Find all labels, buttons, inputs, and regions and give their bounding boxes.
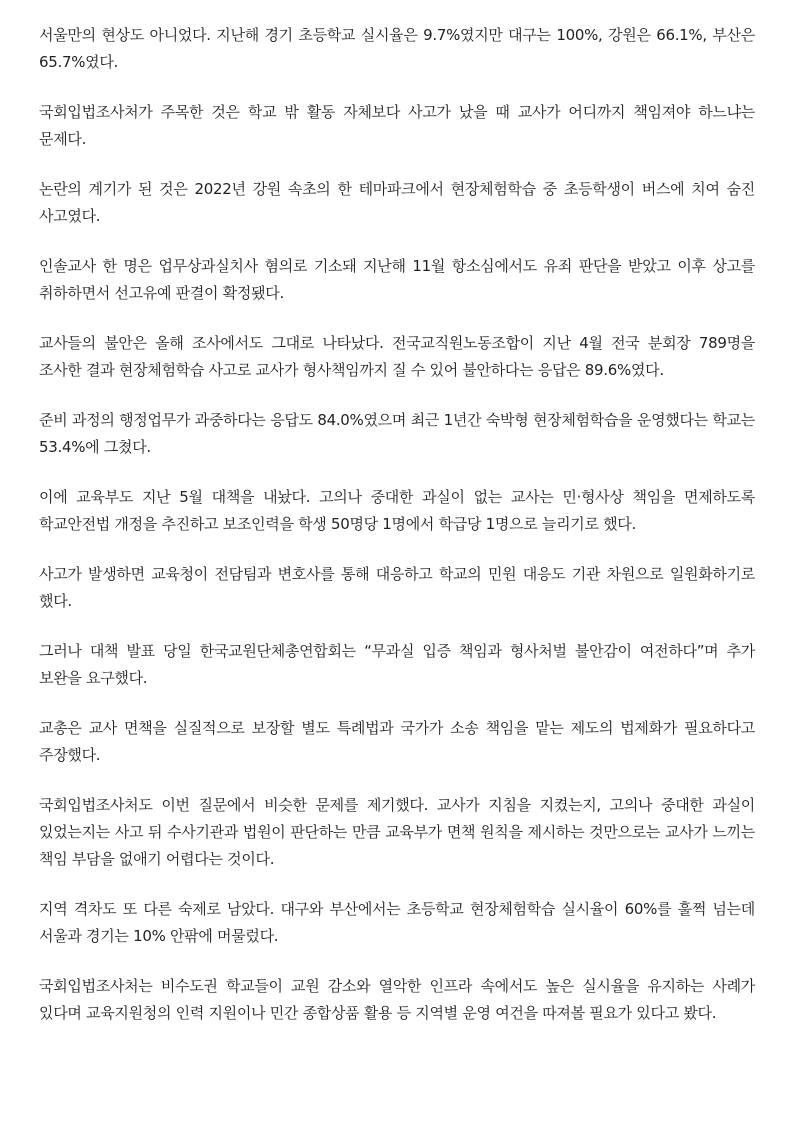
article-paragraph: 이에 교육부도 지난 5월 대책을 내놨다. 고의나 중대한 과실이 없는 교사는 민·형사상 책임을 면제하도록 학교안전법 개정을 추진하고 보조인력을 학생 50명당 1명에서 학급당 1명으로 늘리기로 했다. bbox=[39, 488, 755, 533]
article-paragraph: 국회입법조사처가 주목한 것은 학교 밖 활동 자체보다 사고가 났을 때 교사가 어디까지 책임져야 하느냐는 문제다. bbox=[39, 103, 755, 148]
article-paragraph: 서울만의 현상도 아니었다. 지난해 경기 초등학교 실시율은 9.7%였지만 대구는 100%, 강원은 66.1%, 부산은 65.7%였다. bbox=[39, 26, 755, 71]
article-paragraph: 인솔교사 한 명은 업무상과실치사 혐의로 기소돼 지난해 11월 항소심에서도 유죄 판단을 받았고 이후 상고를 취하하면서 선고유예 판결이 확정됐다. bbox=[39, 257, 755, 302]
article-paragraph: 교총은 교사 면책을 실질적으로 보장할 별도 특례법과 국가가 소송 책임을 맡는 제도의 법제화가 필요하다고 주장했다. bbox=[39, 719, 755, 764]
article-paragraph: 사고가 발생하면 교육청이 전담팀과 변호사를 통해 대응하고 학교의 민원 대응도 기관 차원으로 일원화하기로 했다. bbox=[39, 565, 755, 610]
article-body bbox=[39, 22, 755, 1050]
article-paragraph: 준비 과정의 행정업무가 과중하다는 응답도 84.0%였으며 최근 1년간 숙박형 현장체험학습을 운영했다는 학교는 53.4%에 그쳤다. bbox=[39, 411, 755, 456]
article-paragraph: 그러나 대책 발표 당일 한국교원단체총연합회는 “무과실 입증 책임과 형사처벌 불안감이 여전하다”며 추가 보완을 요구했다. bbox=[39, 642, 755, 687]
article-paragraph: 국회입법조사처는 비수도권 학교들이 교원 감소와 열악한 인프라 속에서도 높은 실시율을 유지하는 사례가 있다며 교육지원청의 인력 지원이나 민간 종합상품 활용 등 지역별 운영 여건을 따져볼 필요가 있다고 봤다. bbox=[39, 977, 755, 1022]
article-paragraph: 국회입법조사처도 이번 질문에서 비슷한 문제를 제기했다. 교사가 지침을 지켰는지, 고의나 중대한 과실이 있었는지는 사고 뒤 수사기관과 법원이 판단하는 만큼 교육부가 면책 원칙을 제시하는 것만으로는 교사가 느끼는 책임 부담을 없애기 어렵다는 것이다. bbox=[39, 796, 755, 868]
article-paragraph: 교사들의 불안은 올해 조사에서도 그대로 나타났다. 전국교직원노동조합이 지난 4월 전국 분회장 789명을 조사한 결과 현장체험학습 사고로 교사가 형사책임까지 질 수 있어 불안하다는 응답은 89.6%였다. bbox=[39, 334, 755, 379]
article-paragraph: 지역 격차도 또 다른 숙제로 남았다. 대구와 부산에서는 초등학교 현장체험학습 실시율이 60%를 훌쩍 넘는데 서울과 경기는 10% 안팎에 머물렀다. bbox=[39, 900, 755, 945]
article-paragraph: 논란의 계기가 된 것은 2022년 강원 속초의 한 테마파크에서 현장체험학습 중 초등학생이 버스에 치여 숨진 사고였다. bbox=[39, 180, 755, 225]
